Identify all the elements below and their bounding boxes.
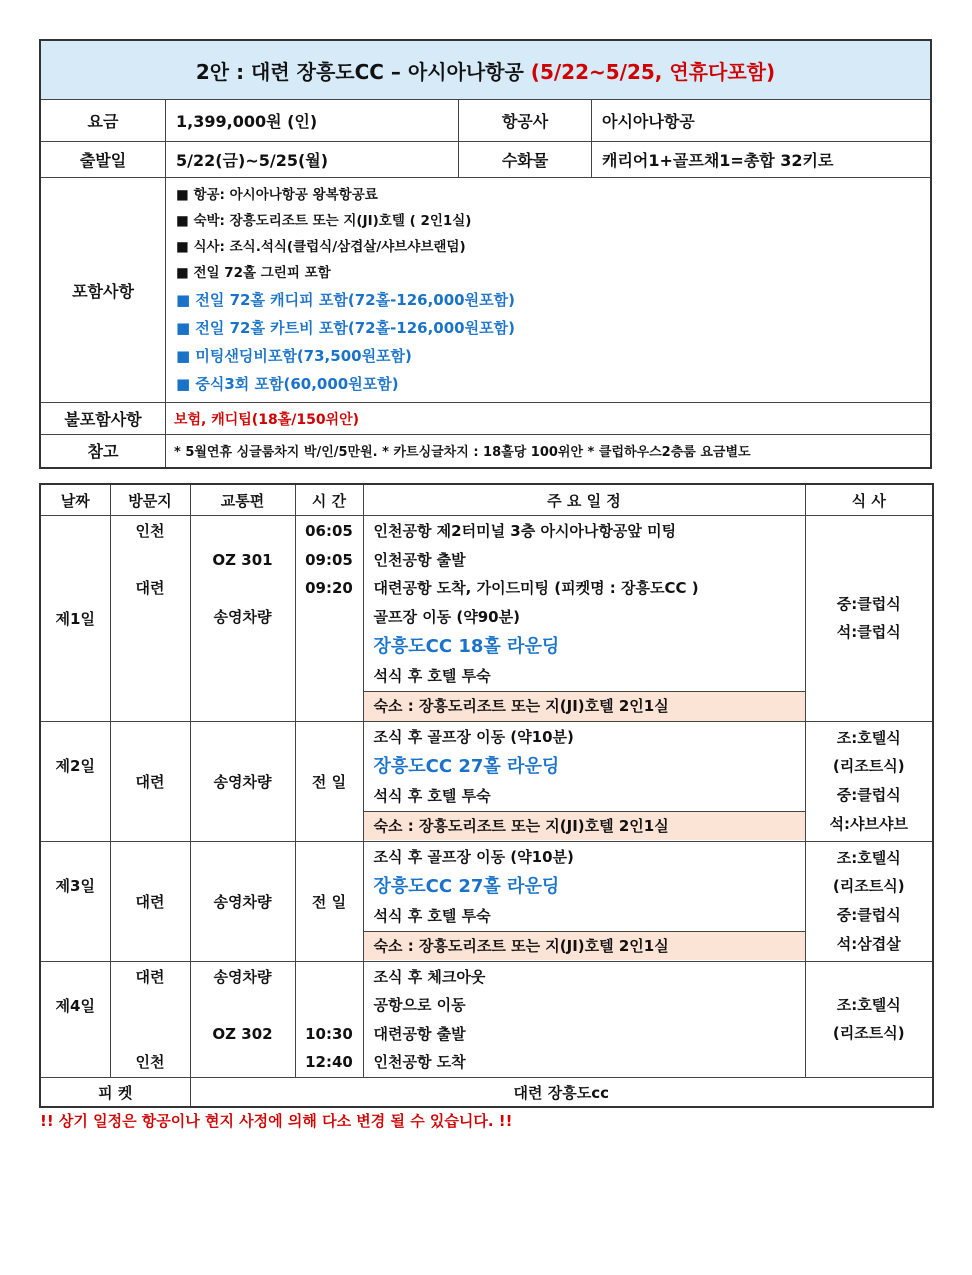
event: 조식 후 골프장 이동 (약10분) (373, 847, 574, 866)
title-main: 2안 : 대련 장흥도CC – 아시아나항공 (195, 59, 524, 84)
note-label: 참고 (40, 435, 166, 468)
price-value: 1,399,000원 (인) (166, 100, 459, 142)
meal-cell: 조:호텔식 (리조트식) 중:클럽식 석:삼겹살 (805, 841, 933, 961)
schedule-table (39, 483, 934, 1108)
time-cell: 10:30 12:40 (295, 961, 363, 1077)
schedule-header-row (40, 484, 933, 516)
event: 석식 후 호텔 투숙 (373, 787, 491, 806)
col-header-place: 방문지 (110, 484, 190, 516)
excluded-label: 불포함사항 (40, 403, 166, 435)
round-event: 장흥도CC 27홀 라운딩 (373, 756, 560, 778)
included-item: ■ 숙박: 장흥도리조트 또는 지(JI)호텔 ( 2인1실) (176, 213, 472, 229)
note-value: * 5월연휴 싱글룸차지 박/인/5만원. * 카트싱글차지 : 18홀당 100위안 * 클럽하우스2층룸 요금별도 (166, 435, 932, 468)
footer-notice: !! 상기 일정은 항공이나 현지 사정에 의해 다소 변경 될 수 있습니다. !! (40, 1112, 513, 1130)
col-header-transport: 교통편 (190, 484, 295, 516)
event: 조식 후 체크아웃 (373, 967, 486, 986)
depart-label: 출발일 (40, 142, 166, 178)
event: 골프장 이동 (약90분) (373, 607, 520, 626)
meal-cell: 조:호텔식 (리조트식) 중:클럽식 석:샤브샤브 (805, 721, 933, 841)
event: 석식 후 호텔 투숙 (373, 667, 491, 686)
excluded-value: 보험, 캐디팁(18홀/150위안) (166, 403, 932, 435)
event: 조식 후 골프장 이동 (약10분) (373, 727, 574, 746)
itinerary-cell (363, 721, 805, 841)
place-cell: 대련 (110, 721, 190, 841)
round-event: 장흥도CC 18홀 라운딩 (373, 636, 560, 658)
place-cell: 대련 (110, 841, 190, 961)
event: 석식 후 호텔 투숙 (373, 907, 491, 926)
event: 대련공항 출발 (373, 1024, 466, 1043)
depart-value: 5/22(금)~5/25(월) (166, 142, 459, 178)
hotel-info: 숙소 : 장흥도리조트 또는 지(JI)호텔 2인1실 (364, 811, 805, 841)
hotel-info: 숙소 : 장흥도리조트 또는 지(JI)호텔 2인1실 (364, 691, 805, 721)
airline-label: 항공사 (459, 100, 592, 142)
event: 공항으로 이동 (373, 996, 466, 1015)
event: 인천공항 도착 (373, 1053, 466, 1072)
included-item: ■ 전일 72홀 카트비 포함(72홀-126,000원포함) (176, 319, 515, 337)
col-header-date: 날짜 (40, 484, 110, 516)
included-item: ■ 전일 72홀 그린피 포함 (176, 265, 331, 281)
included-item: ■ 중식3회 포함(60,000원포함) (176, 375, 399, 393)
transport-cell: 송영차량 OZ 302 (190, 961, 295, 1077)
transport-cell: OZ 301 송영차량 (190, 516, 295, 722)
day-label: 제4일 (40, 961, 110, 1077)
trip-info-table (39, 39, 932, 469)
baggage-label: 수화물 (459, 142, 592, 178)
itinerary-cell (363, 516, 805, 722)
page-title (40, 40, 931, 100)
transport-cell: 송영차량 (190, 721, 295, 841)
table-row (40, 841, 933, 961)
picket-label: 피 켓 (40, 1077, 190, 1107)
included-item: ■ 미팅샌딩비포함(73,500원포함) (176, 347, 412, 365)
day-label: 제1일 (40, 516, 110, 722)
table-row (40, 961, 933, 1077)
picket-value: 대련 장흥도cc (190, 1077, 933, 1107)
hotel-info: 숙소 : 장흥도리조트 또는 지(JI)호텔 2인1실 (364, 931, 805, 961)
meal-cell: 조:호텔식 (리조트식) (805, 961, 933, 1077)
round-event: 장흥도CC 27홀 라운딩 (373, 876, 560, 898)
picket-row (40, 1077, 933, 1107)
event: 인천공항 출발 (373, 550, 466, 569)
time-cell: 전 일 (295, 841, 363, 961)
included-item: ■ 전일 72홀 캐디피 포함(72홀-126,000원포함) (176, 291, 515, 309)
col-header-itinerary: 주 요 일 정 (363, 484, 805, 516)
event: 대련공항 도착, 가이드미팅 (피켓명 : 장흥도CC ) (373, 579, 699, 598)
title-period: (5/22~5/25, 연휴다포함) (530, 59, 776, 84)
transport-cell: 송영차량 (190, 841, 295, 961)
col-header-time: 시 간 (295, 484, 363, 516)
table-row (40, 721, 933, 841)
time-cell: 06:05 09:05 09:20 (295, 516, 363, 722)
event: 인천공항 제2터미널 3층 아시아나항공앞 미팅 (373, 522, 677, 540)
time-cell: 전 일 (295, 721, 363, 841)
day-label: 제2일 (40, 721, 110, 841)
included-item: ■ 식사: 조식.석식(클럽식/삼겹살/샤브샤브랜덤) (176, 239, 466, 255)
col-header-meal: 식 사 (805, 484, 933, 516)
table-row (40, 516, 933, 722)
itinerary-cell (363, 841, 805, 961)
place-cell: 인천 대련 (110, 516, 190, 722)
price-label: 요금 (40, 100, 166, 142)
airline-value: 아시아나항공 (592, 100, 932, 142)
day-label: 제3일 (40, 841, 110, 961)
baggage-value: 캐리어1+골프채1=총합 32키로 (592, 142, 932, 178)
included-label: 포함사항 (40, 178, 166, 403)
included-list (166, 178, 932, 403)
included-item: ■ 항공: 아시아나항공 왕복항공료 (176, 187, 378, 203)
itinerary-cell (363, 961, 805, 1077)
place-cell: 대련 인천 (110, 961, 190, 1077)
meal-cell: 중:클럽식 석:클럽식 (805, 516, 933, 722)
